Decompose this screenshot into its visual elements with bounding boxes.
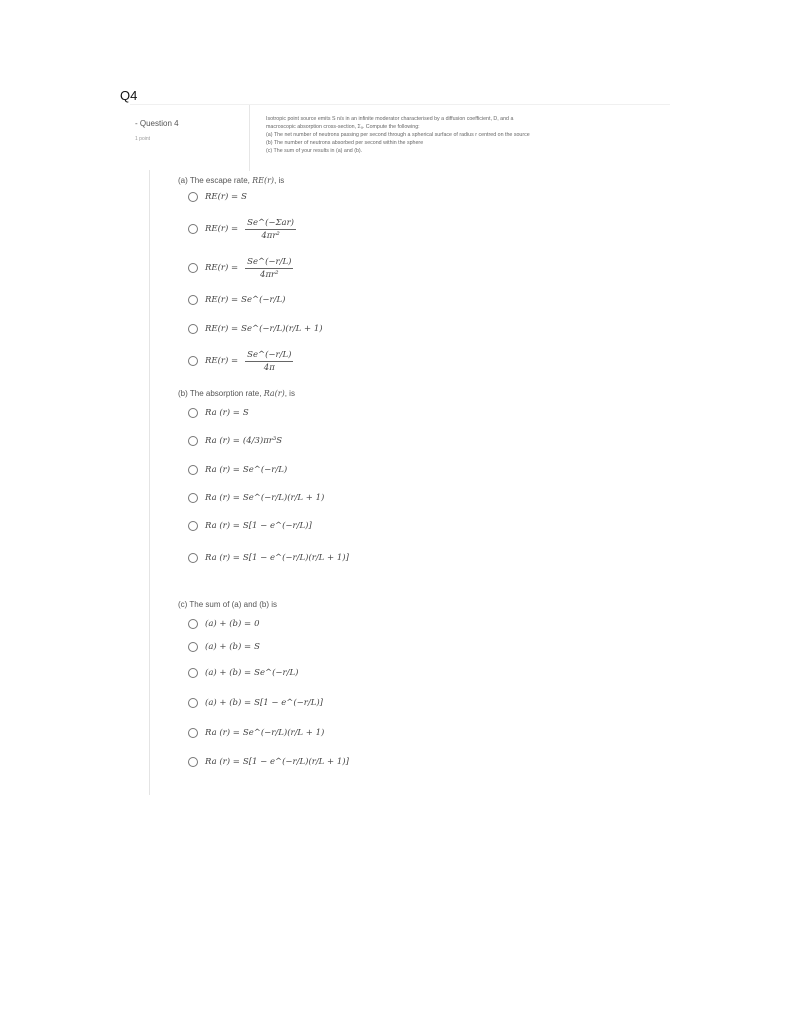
radio-button[interactable] xyxy=(188,521,198,531)
option-math xyxy=(205,698,323,708)
option-math xyxy=(205,350,293,373)
option-lhs: (a) + (b) = xyxy=(205,698,252,708)
option-lhs: RE(r) = xyxy=(205,192,239,202)
radio-button[interactable] xyxy=(188,465,198,475)
option-lhs: Ra (r) = xyxy=(205,757,240,767)
radio-button[interactable] xyxy=(188,356,198,366)
option-lhs: RE(r) = xyxy=(205,295,239,305)
radio-button[interactable] xyxy=(188,324,198,334)
option-math xyxy=(205,436,282,446)
question-points: 1 point xyxy=(135,136,151,142)
option-c1[interactable] xyxy=(188,614,260,634)
question-label: Q4 xyxy=(120,88,138,103)
option-lhs: Ra (r) = xyxy=(205,465,240,475)
option-expr: S[1 − e^(−r/L)] xyxy=(254,698,323,708)
radio-button[interactable] xyxy=(188,263,198,273)
fraction-numerator: Se^(−r/L) xyxy=(247,256,292,267)
prompt-line: macroscopic absorption cross-section, Σₐ. Compute the following: xyxy=(266,124,420,131)
question-prompt xyxy=(266,115,666,155)
fraction-denominator: 4πr² xyxy=(260,269,279,280)
fraction-numerator: Se^(−r/L) xyxy=(247,349,292,360)
prompt-line: Isotropic point source emits S n/s in an infinite moderator characterised by a diffusion coefficient, D, and a xyxy=(266,116,514,122)
part-b-title-text: (b) The absorption rate, xyxy=(178,389,264,398)
radio-button[interactable] xyxy=(188,436,198,446)
option-lhs: Ra (r) = xyxy=(205,493,240,503)
question-title[interactable]: - Question 4 xyxy=(135,119,179,128)
fraction-denominator: 4π xyxy=(263,362,275,373)
part-b-title xyxy=(178,389,295,398)
option-a1[interactable] xyxy=(188,187,247,207)
part-c-title xyxy=(178,600,277,609)
option-a6[interactable] xyxy=(188,351,293,371)
option-a3[interactable] xyxy=(188,258,293,278)
option-expr: 0 xyxy=(254,619,260,629)
option-expr: Se^(−r/L)(r/L + 1) xyxy=(242,728,325,738)
part-a-title xyxy=(178,176,284,185)
option-fraction xyxy=(245,257,293,280)
fraction-numerator: Se^(−Σar) xyxy=(247,217,294,228)
option-b1[interactable] xyxy=(188,403,249,423)
option-math xyxy=(205,493,324,503)
option-math xyxy=(205,192,247,202)
radio-button[interactable] xyxy=(188,619,198,629)
option-expr: Se^(−r/L) xyxy=(241,295,286,305)
radio-button[interactable] xyxy=(188,668,198,678)
option-math xyxy=(205,757,349,767)
fraction-denominator: 4πr² xyxy=(261,230,280,241)
option-expr: Se^(−r/L)(r/L + 1) xyxy=(241,324,323,334)
option-lhs: Ra (r) = xyxy=(205,436,240,446)
option-c4[interactable] xyxy=(188,693,323,713)
option-math xyxy=(205,324,323,334)
option-lhs: (a) + (b) = xyxy=(205,642,252,652)
option-lhs: RE(r) = xyxy=(205,324,239,334)
option-expr: Se^(−r/L)(r/L + 1) xyxy=(242,493,325,503)
radio-button[interactable] xyxy=(188,408,198,418)
header-divider xyxy=(249,105,250,171)
option-math xyxy=(205,728,324,738)
part-c-title-text: (c) The sum of (a) and (b) is xyxy=(178,600,277,609)
option-c6[interactable] xyxy=(188,752,349,772)
option-lhs: (a) + (b) = xyxy=(205,668,252,678)
prompt-line: (b) The number of neutrons absorbed per second within the sphere xyxy=(266,140,424,147)
option-math xyxy=(205,553,349,563)
option-fraction xyxy=(245,218,296,241)
part-a-symbol: RE(r) xyxy=(252,176,275,185)
option-math xyxy=(205,521,312,531)
radio-button[interactable] xyxy=(188,553,198,563)
option-math xyxy=(205,257,293,280)
option-b3[interactable] xyxy=(188,460,287,480)
radio-button[interactable] xyxy=(188,295,198,305)
radio-button[interactable] xyxy=(188,642,198,652)
prompt-line: (c) The sum of your results in (a) and (b). xyxy=(266,148,363,155)
option-c5[interactable] xyxy=(188,723,324,743)
option-b4[interactable] xyxy=(188,488,324,508)
option-lhs: (a) + (b) = xyxy=(205,619,252,629)
option-lhs: Ra (r) = xyxy=(205,521,240,531)
option-expr: Se^(−r/L) xyxy=(254,668,299,678)
body-rule xyxy=(149,170,150,795)
radio-button[interactable] xyxy=(188,698,198,708)
option-expr: S[1 − e^(−r/L)(r/L + 1)] xyxy=(242,553,349,563)
option-expr: S xyxy=(242,408,249,418)
option-lhs: Ra (r) = xyxy=(205,728,240,738)
option-expr: Se^(−r/L) xyxy=(242,465,288,475)
option-lhs: RE(r) = xyxy=(205,263,239,273)
radio-button[interactable] xyxy=(188,493,198,503)
option-lhs: Ra (r) = xyxy=(205,553,240,563)
option-fraction xyxy=(245,350,293,373)
option-b5[interactable] xyxy=(188,516,312,536)
option-a2[interactable] xyxy=(188,219,296,239)
option-lhs: RE(r) = xyxy=(205,356,239,366)
part-b-symbol: Ra(r) xyxy=(263,389,285,398)
option-expr: S[1 − e^(−r/L)] xyxy=(242,521,312,531)
option-expr: (4/3)πr³S xyxy=(242,436,283,446)
option-math xyxy=(205,295,285,305)
option-b2[interactable] xyxy=(188,431,282,451)
option-math xyxy=(205,218,296,241)
question-header xyxy=(130,104,670,171)
option-expr: S xyxy=(254,642,260,652)
radio-button[interactable] xyxy=(188,192,198,202)
prompt-line: (a) The net number of neutrons passing per second through a spherical surface of radius r centred on the source xyxy=(266,132,530,139)
radio-button[interactable] xyxy=(188,728,198,738)
option-expr: S[1 − e^(−r/L)(r/L + 1)] xyxy=(242,757,349,767)
option-expr: S xyxy=(241,192,247,202)
part-a-suffix: , is xyxy=(274,176,285,185)
option-c2[interactable] xyxy=(188,637,260,657)
radio-button[interactable] xyxy=(188,757,198,767)
option-math xyxy=(205,465,287,475)
option-math xyxy=(205,668,298,678)
option-math xyxy=(205,619,260,629)
option-a5[interactable] xyxy=(188,319,323,339)
option-a4[interactable] xyxy=(188,290,285,310)
option-lhs: Ra (r) = xyxy=(205,408,240,418)
option-math xyxy=(205,408,249,418)
part-a-title-text: (a) The escape rate, xyxy=(178,176,253,185)
radio-button[interactable] xyxy=(188,224,198,234)
part-b-suffix: , is xyxy=(284,389,295,398)
option-b6[interactable] xyxy=(188,548,349,568)
option-lhs: RE(r) = xyxy=(205,224,239,234)
option-c3[interactable] xyxy=(188,663,298,683)
option-math xyxy=(205,642,260,652)
